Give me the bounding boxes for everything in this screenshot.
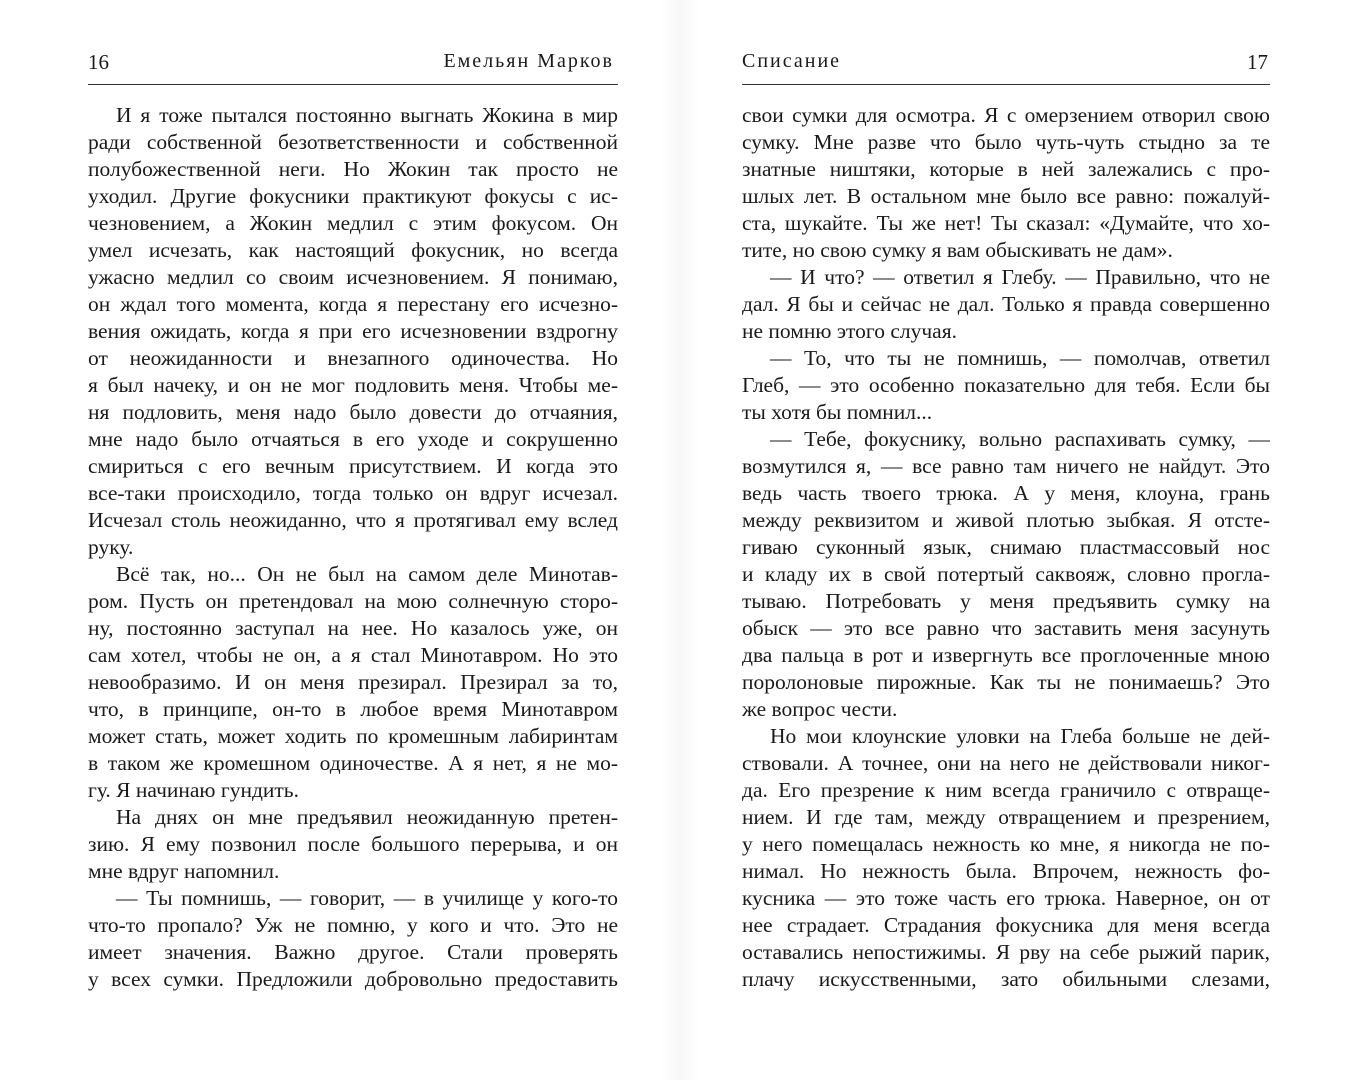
text-line: Всё так, но... Он не был на самом деле Минотав- xyxy=(116,562,618,586)
text-line: И я тоже пытался постоянно выгнать Жокина в мир xyxy=(116,103,618,127)
text-line: ведь часть твоего трюка. А у меня, клоуна, грань xyxy=(742,481,1270,505)
text-line: может стать, может ходить по кромешным лабиринтам xyxy=(88,724,618,748)
text-line: мне вдруг напомнил. xyxy=(88,859,280,883)
text-line: умел исчезать, как настоящий фокусник, но всегда xyxy=(88,238,618,262)
text-line: между реквизитом и живой плотью зыбкая. Я отсте- xyxy=(742,508,1270,532)
text-line: возмутился я, — все равно там ничего не найдут. Это xyxy=(742,454,1270,478)
text-line: — Ты помнишь, — говорит, — в училище у кого-то xyxy=(116,886,618,910)
text-line: да. Его презрение к ним всегда граничило с отвраще- xyxy=(742,778,1270,802)
right-running-title: Списание xyxy=(742,50,842,72)
text-line: ты хотя бы помнил... xyxy=(742,400,933,424)
text-line: все-таки происходило, тогда только он вдруг исчезал. xyxy=(88,481,618,505)
text-line: сумку. Мне разве что было чуть-чуть стыдно за те xyxy=(742,130,1270,154)
text-line: ста, шукайте. Ты же нет! Ты сказал: «Думайте, что хо- xyxy=(742,211,1270,235)
left-running-head xyxy=(88,50,618,78)
text-line: вения ожидать, когда я при его исчезновении вздрогну xyxy=(88,319,618,343)
text-line: свои сумки для осмотра. Я с омерзением отворил свою xyxy=(742,103,1270,127)
text-line: шлых лет. В остальном мне было все равно: пожалуй- xyxy=(742,184,1270,208)
text-line: и кладу их в свой потертый саквояж, словно прогла- xyxy=(742,562,1270,586)
text-line: плачу искусственными, зато обильными слезами, xyxy=(742,967,1270,991)
text-line: Но мои клоунские уловки на Глеба больше не дей- xyxy=(770,724,1270,748)
text-line: знатные ништяки, которые в ней залежались с про- xyxy=(742,157,1270,181)
text-line: смириться с его вечным присутствием. И когда это xyxy=(88,454,618,478)
left-running-title: Емельян Марков xyxy=(443,50,614,72)
text-line: дал. Я бы и сейчас не дал. Только я правда совершенно xyxy=(742,292,1270,316)
text-line: нее страдает. Страдания фокусника для меня всегда xyxy=(742,913,1270,937)
text-line: Глеб, — это особенно показательно для тебя. Если бы xyxy=(742,373,1270,397)
text-line: поролоновые пирожные. Как ты не понимаешь? Это xyxy=(742,670,1270,694)
text-line: ради собственной безответственности и собственной xyxy=(88,130,618,154)
text-line: полубожественной неги. Но Жокин так просто не xyxy=(88,157,618,181)
text-line: гу. Я начинаю гундить. xyxy=(88,778,299,802)
text-line: от неожиданности и внезапного одиночества. Но xyxy=(88,346,618,370)
text-line: тываю. Потребовать у меня предъявить сумку на xyxy=(742,589,1270,613)
text-line: уходил. Другие фокусники практикуют фокусы с ис- xyxy=(88,184,618,208)
right-running-head xyxy=(742,50,1270,78)
text-line: ром. Пусть он претендовал на мою солнечную сторо- xyxy=(88,589,618,613)
text-line: же вопрос чести. xyxy=(742,697,898,721)
text-line: не помню этого случая. xyxy=(742,319,957,343)
text-line: зию. Я ему позвонил после большого перерыва, и он xyxy=(88,832,618,856)
text-line: ну, постоянно заступал на нее. Но казалось уже, он xyxy=(88,616,618,640)
text-line: ствовали. А точнее, они на него не действовали никог- xyxy=(742,751,1270,775)
text-line: два пальца в рот и извергнуть все проглоченные мною xyxy=(742,643,1270,667)
text-line: — И что? — ответил я Глебу. — Правильно, что не xyxy=(770,265,1270,289)
text-line: невообразимо. И он меня презирал. Презирал за то, xyxy=(88,670,618,694)
text-line: нимал. Но нежность была. Впрочем, нежность фо- xyxy=(742,859,1270,883)
right-page xyxy=(742,0,1270,1080)
left-body-text xyxy=(88,102,618,993)
text-line: я был начеку, и он не мог подловить меня. Чтобы ме- xyxy=(88,373,618,397)
text-line: он ждал того момента, когда я перестану его исчезно- xyxy=(88,292,618,316)
text-line: руку. xyxy=(88,535,134,559)
text-line: у всех сумки. Предложили добровольно предоставить xyxy=(88,967,618,991)
text-line: ня подловить, меня надо было довести до отчаяния, xyxy=(88,400,618,424)
text-line: На днях он мне предъявил неожиданную претен- xyxy=(116,805,618,829)
text-line: — Тебе, фокуснику, вольно распахивать сумку, — xyxy=(770,427,1270,451)
right-header-rule xyxy=(742,84,1270,85)
text-line: оставались непостижимы. Я рву на себе рыжий парик, xyxy=(742,940,1270,964)
text-line: что-то пропало? Уж не помню, у кого и что. Это не xyxy=(88,913,618,937)
text-line: мне надо было отчаяться в его уходе и сокрушенно xyxy=(88,427,618,451)
text-line: нием. И где там, между отвращением и презрением, xyxy=(742,805,1270,829)
text-line: тите, но свою сумку я вам обыскивать не дам». xyxy=(742,238,1173,262)
text-line: в таком же кромешном одиночестве. А я нет, я не мо- xyxy=(88,751,618,775)
left-page-number: 16 xyxy=(88,50,109,74)
text-line: — То, что ты не помнишь, — помолчав, ответил xyxy=(770,346,1270,370)
text-line: что, в принципе, он-то в любое время Минотавром xyxy=(88,697,618,721)
text-line: сам хотел, чтобы не он, а я стал Минотавром. Но это xyxy=(88,643,618,667)
text-line: Исчезал столь неожиданно, что я протягивал ему вслед xyxy=(88,508,618,532)
left-header-rule xyxy=(88,84,618,85)
right-body-text xyxy=(742,102,1270,993)
text-line: ужасно медлил со своим исчезновением. Я понимаю, xyxy=(88,265,618,289)
gutter xyxy=(660,0,700,1080)
left-page xyxy=(88,0,618,1080)
text-line: кусника — это тоже часть его трюка. Наверное, он от xyxy=(742,886,1270,910)
text-line: чезновением, а Жокин медлил с этим фокусом. Он xyxy=(88,211,618,235)
text-line: обыск — это все равно что заставить меня засунуть xyxy=(742,616,1270,640)
text-line: имеет значения. Важно другое. Стали проверять xyxy=(88,940,618,964)
text-line: у него помещалась нежность ко мне, я никогда не по- xyxy=(742,832,1270,856)
text-line: гиваю суконный язык, снимаю пластмассовый нос xyxy=(742,535,1270,559)
right-page-number: 17 xyxy=(1247,50,1268,74)
